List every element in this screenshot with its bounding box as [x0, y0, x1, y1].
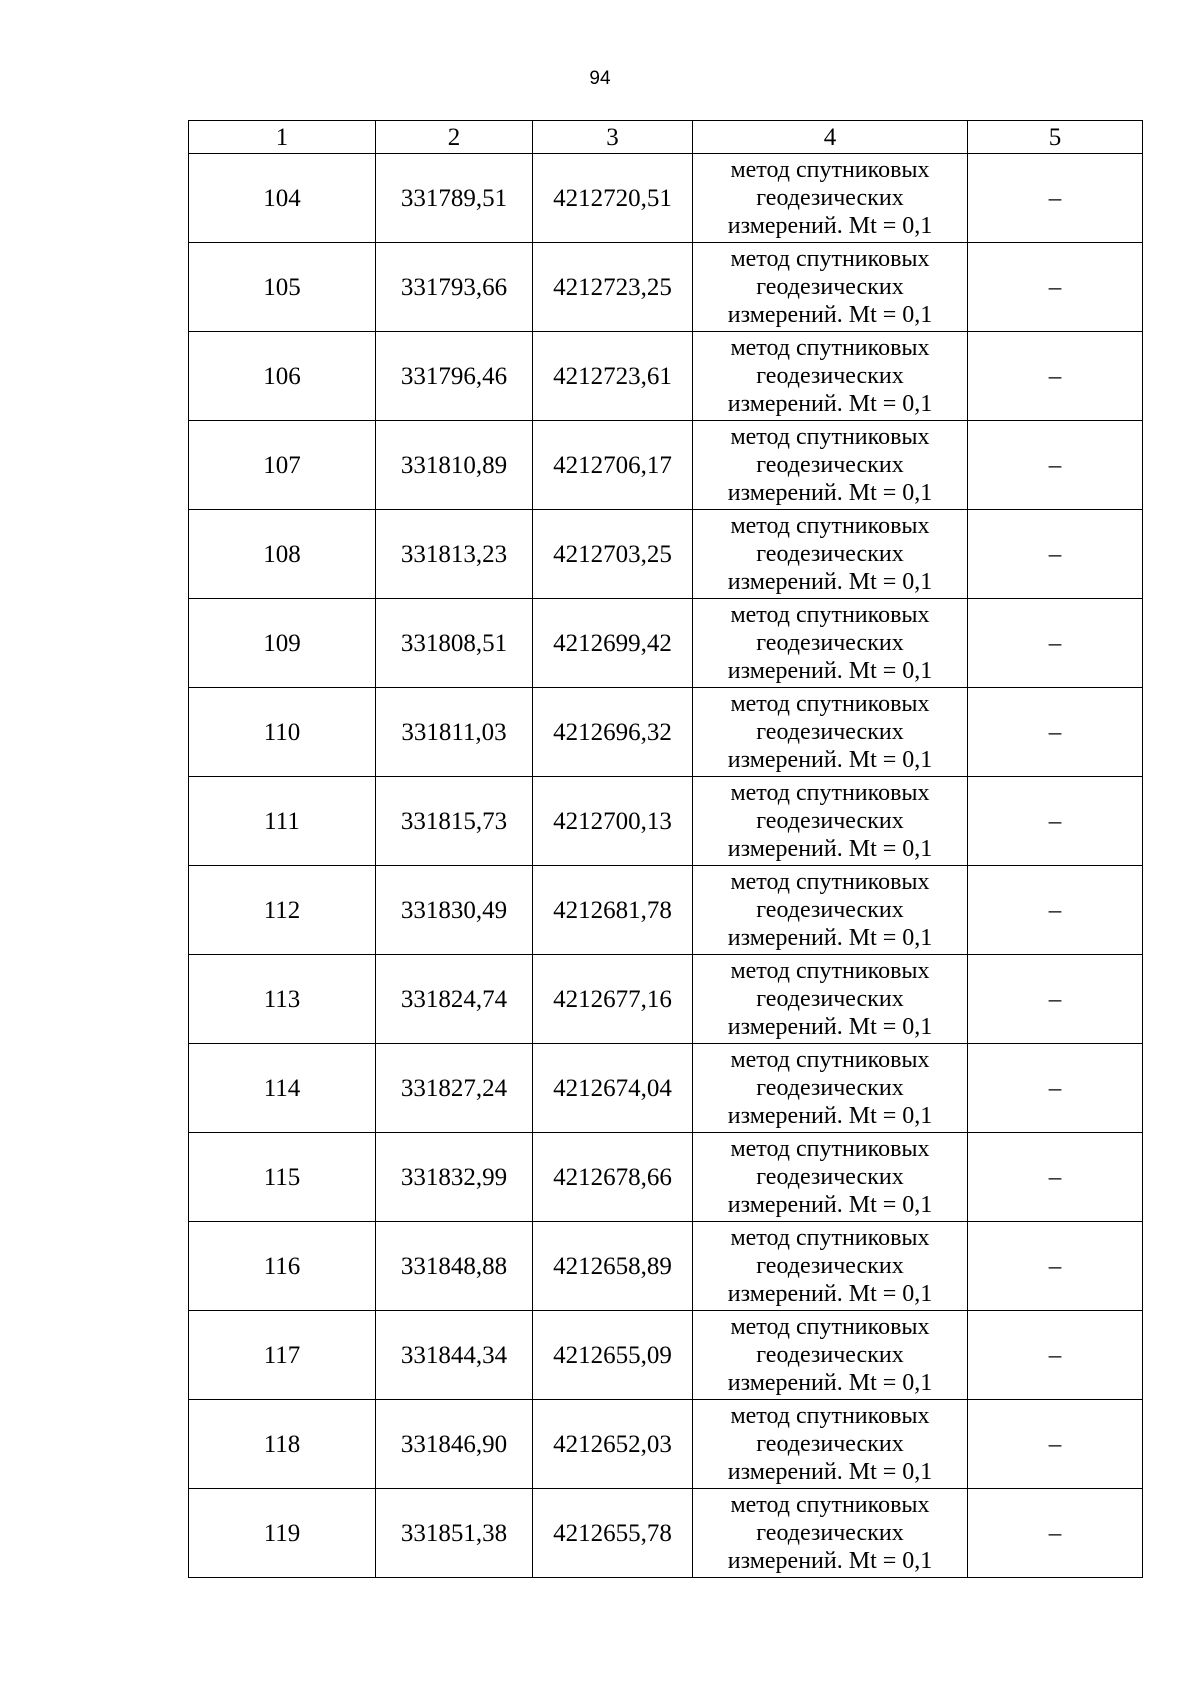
method-cell	[693, 777, 968, 866]
coordinate-y-cell: 4212655,78	[533, 1489, 693, 1578]
method-cell	[693, 510, 968, 599]
table-body	[189, 154, 1143, 1578]
method-line: геодезических	[756, 1075, 904, 1101]
point-number-cell: 109	[189, 599, 376, 688]
method-line: геодезических	[756, 541, 904, 567]
method-cell	[693, 688, 968, 777]
coordinate-x-cell: 331844,34	[376, 1311, 533, 1400]
method-cell	[693, 154, 968, 243]
point-number-cell: 114	[189, 1044, 376, 1133]
method-line: метод спутниковых	[730, 1492, 930, 1518]
point-number-cell: 118	[189, 1400, 376, 1489]
note-cell: –	[968, 599, 1143, 688]
method-line: измерений. Mt = 0,1	[727, 747, 933, 773]
column-header-1: 1	[189, 121, 376, 154]
method-cell	[693, 866, 968, 955]
table-row	[189, 1222, 1143, 1311]
method-line: измерений. Mt = 0,1	[727, 1370, 933, 1396]
note-cell: –	[968, 777, 1143, 866]
table-row	[189, 154, 1143, 243]
method-line: геодезических	[756, 1520, 904, 1546]
point-number-cell: 116	[189, 1222, 376, 1311]
table-row	[189, 777, 1143, 866]
table-row	[189, 1400, 1143, 1489]
method-line: измерений. Mt = 0,1	[727, 391, 933, 417]
note-cell: –	[968, 1489, 1143, 1578]
table-header	[189, 121, 1143, 154]
coordinate-y-cell: 4212696,32	[533, 688, 693, 777]
method-line: измерений. Mt = 0,1	[727, 569, 933, 595]
method-line: измерений. Mt = 0,1	[727, 302, 933, 328]
method-line: метод спутниковых	[730, 157, 930, 183]
method-line: измерений. Mt = 0,1	[727, 925, 933, 951]
note-cell: –	[968, 510, 1143, 599]
method-line: метод спутниковых	[730, 780, 930, 806]
note-cell: –	[968, 421, 1143, 510]
method-line: измерений. Mt = 0,1	[727, 1103, 933, 1129]
note-cell: –	[968, 1311, 1143, 1400]
coordinate-y-cell: 4212700,13	[533, 777, 693, 866]
point-number-cell: 108	[189, 510, 376, 599]
method-line: геодезических	[756, 452, 904, 478]
note-cell: –	[968, 243, 1143, 332]
method-line: геодезических	[756, 185, 904, 211]
coordinate-x-cell: 331811,03	[376, 688, 533, 777]
coordinate-x-cell: 331846,90	[376, 1400, 533, 1489]
method-line: измерений. Mt = 0,1	[727, 658, 933, 684]
method-line: геодезических	[756, 630, 904, 656]
table-row	[189, 332, 1143, 421]
method-cell	[693, 1400, 968, 1489]
coordinate-y-cell: 4212678,66	[533, 1133, 693, 1222]
coordinate-y-cell: 4212655,09	[533, 1311, 693, 1400]
method-line: метод спутниковых	[730, 424, 930, 450]
coordinate-y-cell: 4212677,16	[533, 955, 693, 1044]
point-number-cell: 104	[189, 154, 376, 243]
method-cell	[693, 599, 968, 688]
point-number-cell: 111	[189, 777, 376, 866]
point-number-cell: 117	[189, 1311, 376, 1400]
coordinate-y-cell: 4212699,42	[533, 599, 693, 688]
point-number-cell: 119	[189, 1489, 376, 1578]
table-row	[189, 1133, 1143, 1222]
header-row	[189, 121, 1143, 154]
coordinate-y-cell: 4212658,89	[533, 1222, 693, 1311]
method-line: метод спутниковых	[730, 691, 930, 717]
method-line: измерений. Mt = 0,1	[727, 213, 933, 239]
method-line: метод спутниковых	[730, 1136, 930, 1162]
point-number-cell: 110	[189, 688, 376, 777]
coordinate-x-cell: 331813,23	[376, 510, 533, 599]
coordinate-y-cell: 4212681,78	[533, 866, 693, 955]
method-cell	[693, 955, 968, 1044]
note-cell: –	[968, 1222, 1143, 1311]
method-line: геодезических	[756, 1342, 904, 1368]
method-line: геодезических	[756, 897, 904, 923]
coordinate-x-cell: 331793,66	[376, 243, 533, 332]
table-row	[189, 688, 1143, 777]
note-cell: –	[968, 1133, 1143, 1222]
method-cell	[693, 243, 968, 332]
coordinate-x-cell: 331824,74	[376, 955, 533, 1044]
method-line: геодезических	[756, 363, 904, 389]
coordinate-x-cell: 331810,89	[376, 421, 533, 510]
method-line: геодезических	[756, 986, 904, 1012]
note-cell: –	[968, 332, 1143, 421]
note-cell: –	[968, 1044, 1143, 1133]
method-line: геодезических	[756, 1164, 904, 1190]
note-cell: –	[968, 1400, 1143, 1489]
table-row	[189, 510, 1143, 599]
coordinate-y-cell: 4212723,61	[533, 332, 693, 421]
method-line: измерений. Mt = 0,1	[727, 480, 933, 506]
method-line: метод спутниковых	[730, 869, 930, 895]
coordinate-x-cell: 331830,49	[376, 866, 533, 955]
method-line: метод спутниковых	[730, 1225, 930, 1251]
note-cell: –	[968, 688, 1143, 777]
coordinate-y-cell: 4212723,25	[533, 243, 693, 332]
note-cell: –	[968, 955, 1143, 1044]
table-row	[189, 1044, 1143, 1133]
table-row	[189, 1311, 1143, 1400]
method-line: метод спутниковых	[730, 1403, 930, 1429]
method-line: геодезических	[756, 719, 904, 745]
table-row	[189, 955, 1143, 1044]
point-number-cell: 113	[189, 955, 376, 1044]
column-header-2: 2	[376, 121, 533, 154]
coordinates-table-container	[188, 120, 1142, 1578]
table-row	[189, 421, 1143, 510]
method-line: измерений. Mt = 0,1	[727, 1281, 933, 1307]
method-line: измерений. Mt = 0,1	[727, 1014, 933, 1040]
coordinate-x-cell: 331848,88	[376, 1222, 533, 1311]
method-line: метод спутниковых	[730, 1314, 930, 1340]
method-line: измерений. Mt = 0,1	[727, 1459, 933, 1485]
coordinate-x-cell: 331796,46	[376, 332, 533, 421]
point-number-cell: 107	[189, 421, 376, 510]
coordinate-x-cell: 331851,38	[376, 1489, 533, 1578]
method-cell	[693, 421, 968, 510]
coordinates-table	[188, 120, 1143, 1578]
point-number-cell: 112	[189, 866, 376, 955]
coordinate-x-cell: 331827,24	[376, 1044, 533, 1133]
method-line: измерений. Mt = 0,1	[727, 1548, 933, 1574]
point-number-cell: 106	[189, 332, 376, 421]
method-line: геодезических	[756, 1431, 904, 1457]
method-line: метод спутниковых	[730, 246, 930, 272]
table-row	[189, 243, 1143, 332]
method-cell	[693, 1133, 968, 1222]
coordinate-x-cell: 331815,73	[376, 777, 533, 866]
point-number-cell: 115	[189, 1133, 376, 1222]
column-header-4: 4	[693, 121, 968, 154]
method-cell	[693, 1222, 968, 1311]
table-row	[189, 1489, 1143, 1578]
coordinate-y-cell: 4212674,04	[533, 1044, 693, 1133]
coordinate-y-cell: 4212706,17	[533, 421, 693, 510]
coordinate-x-cell: 331789,51	[376, 154, 533, 243]
table-row	[189, 866, 1143, 955]
coordinate-y-cell: 4212703,25	[533, 510, 693, 599]
note-cell: –	[968, 866, 1143, 955]
method-line: геодезических	[756, 274, 904, 300]
note-cell: –	[968, 154, 1143, 243]
method-line: геодезических	[756, 1253, 904, 1279]
method-cell	[693, 1311, 968, 1400]
page-number: 94	[589, 68, 611, 89]
method-line: метод спутниковых	[730, 1047, 930, 1073]
method-line: измерений. Mt = 0,1	[727, 1192, 933, 1218]
coordinate-y-cell: 4212720,51	[533, 154, 693, 243]
table-row	[189, 599, 1143, 688]
column-header-3: 3	[533, 121, 693, 154]
method-line: метод спутниковых	[730, 958, 930, 984]
method-cell	[693, 1489, 968, 1578]
coordinate-x-cell: 331832,99	[376, 1133, 533, 1222]
method-cell	[693, 332, 968, 421]
column-header-5: 5	[968, 121, 1143, 154]
method-line: метод спутниковых	[730, 335, 930, 361]
method-line: метод спутниковых	[730, 602, 930, 628]
method-line: измерений. Mt = 0,1	[727, 836, 933, 862]
method-line: геодезических	[756, 808, 904, 834]
coordinate-x-cell: 331808,51	[376, 599, 533, 688]
method-cell	[693, 1044, 968, 1133]
point-number-cell: 105	[189, 243, 376, 332]
coordinate-y-cell: 4212652,03	[533, 1400, 693, 1489]
method-line: метод спутниковых	[730, 513, 930, 539]
